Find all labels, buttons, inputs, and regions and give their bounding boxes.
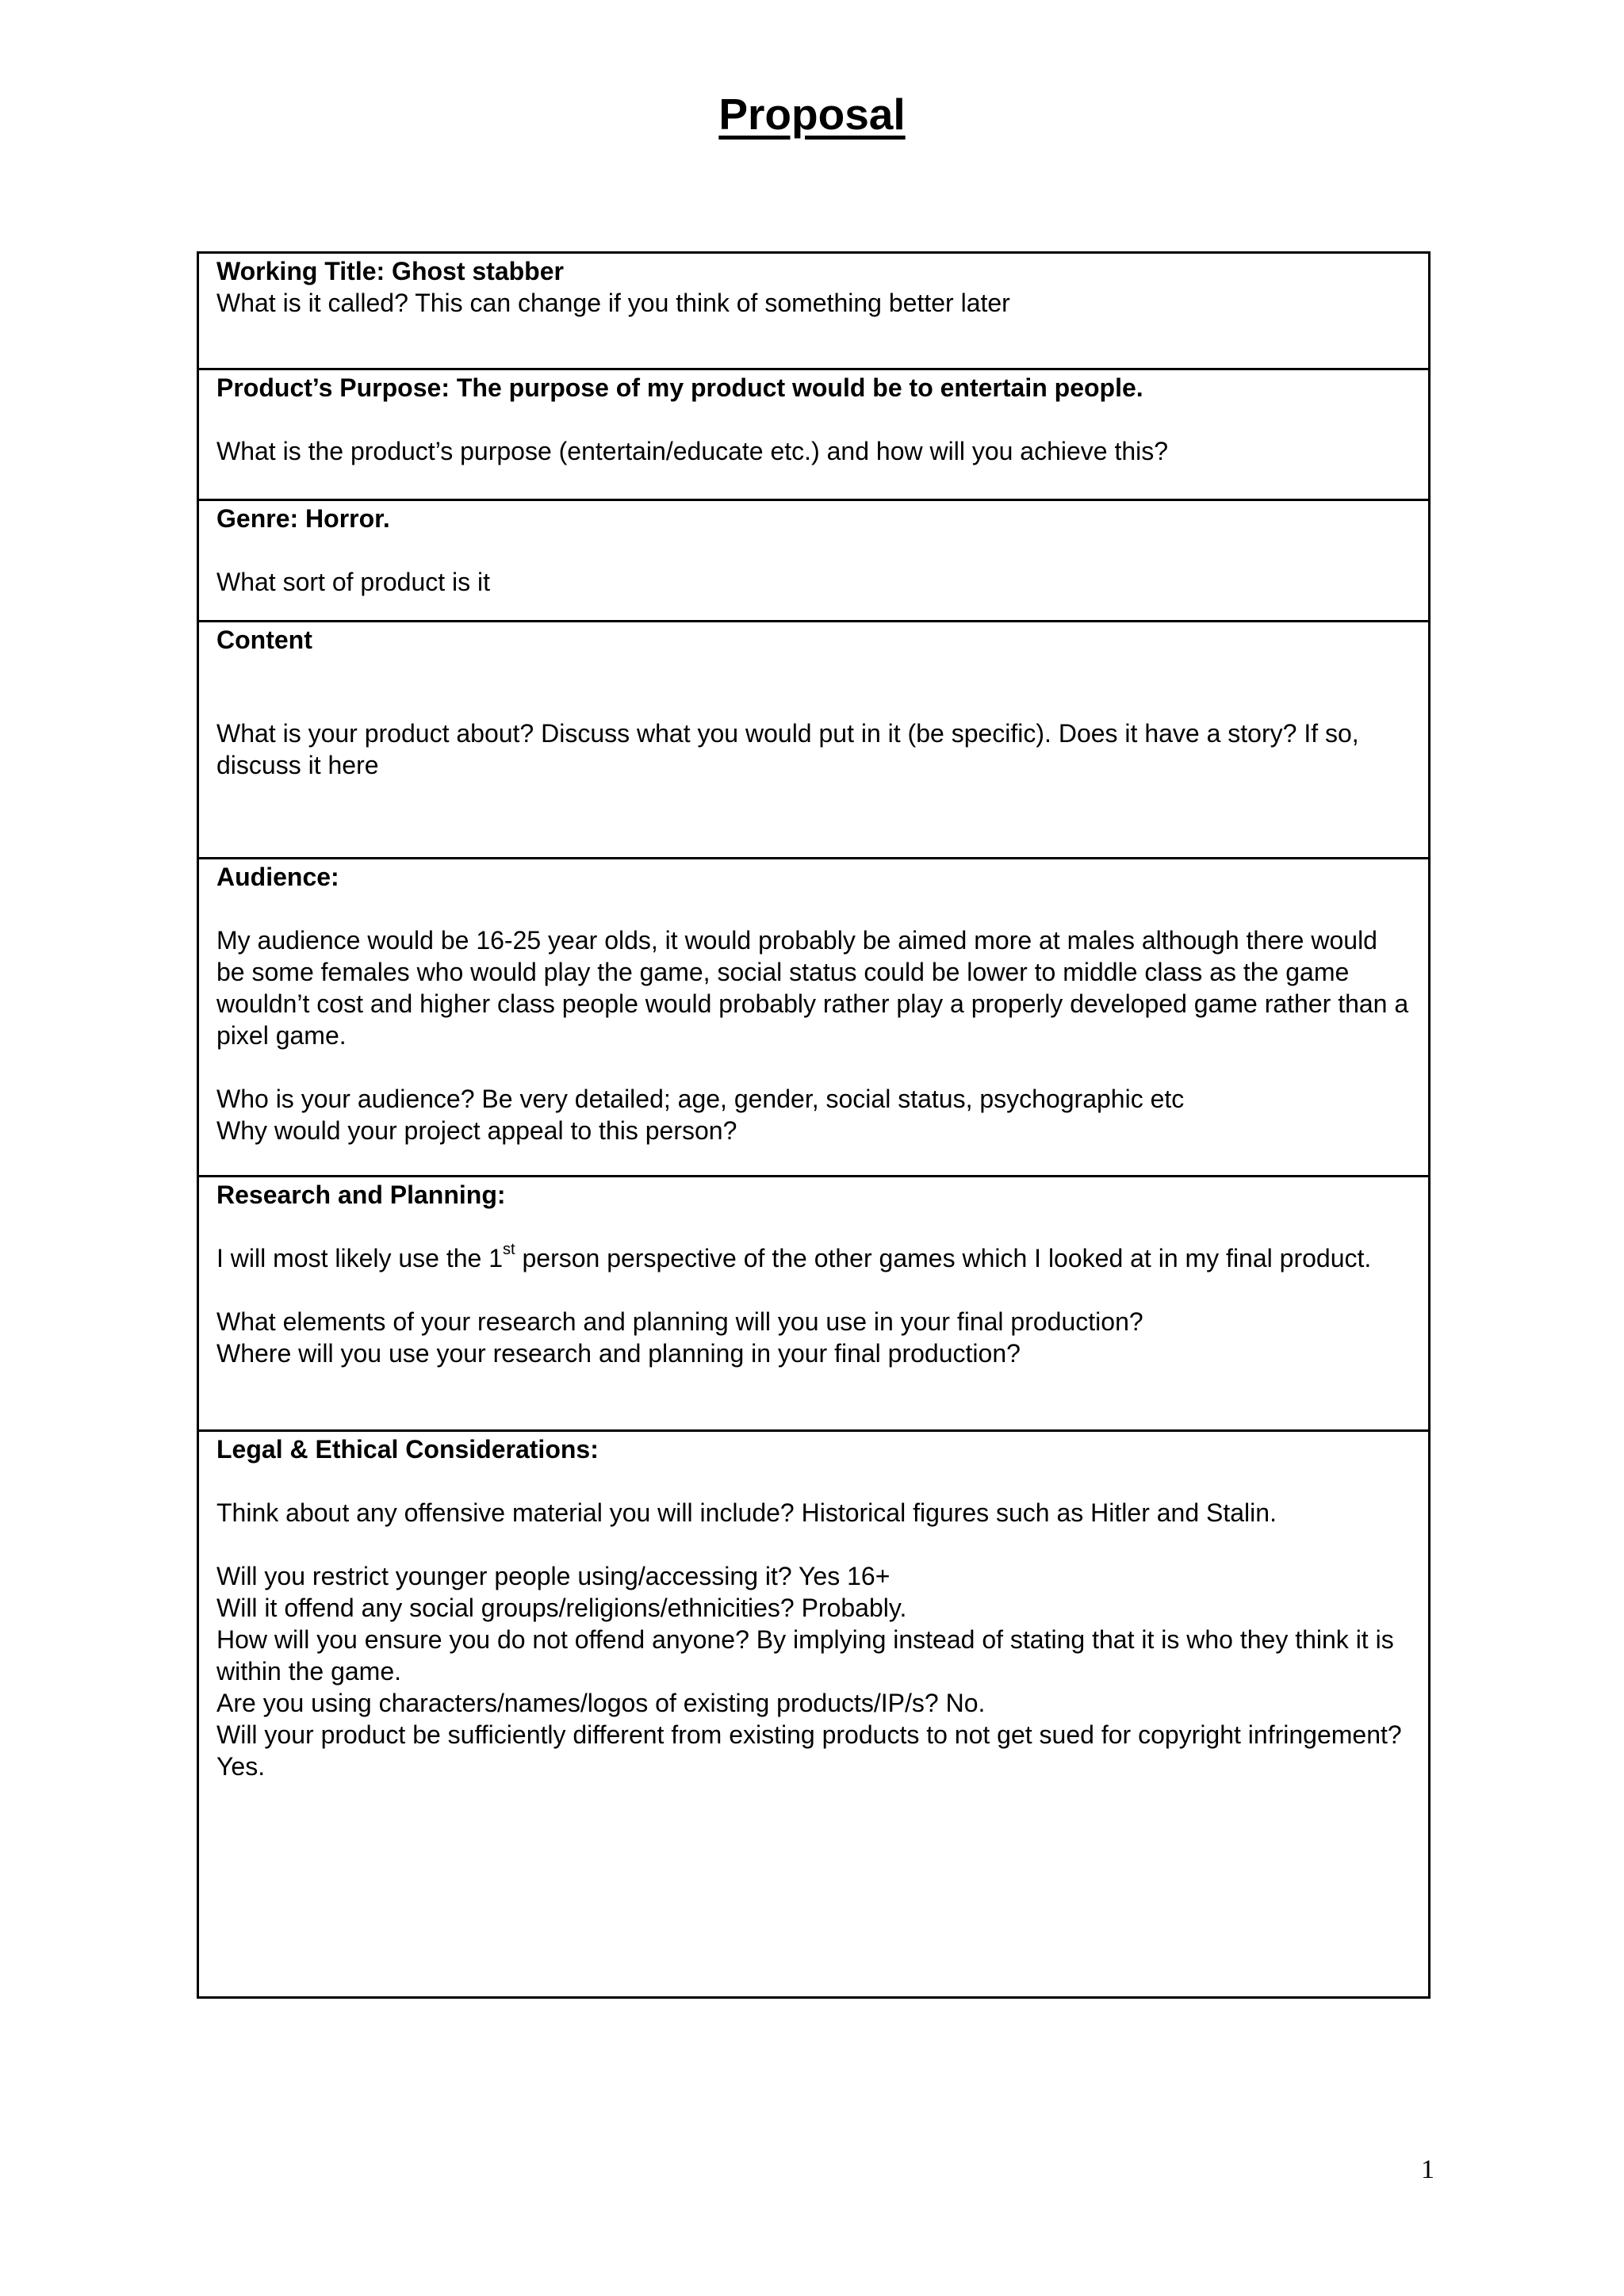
page-title: Proposal [718,90,906,139]
genre-label: Genre: Horror. [216,504,390,533]
page-number: 1 [1421,2155,1434,2184]
section-working-title [198,253,1430,369]
content-label: Content [216,626,312,654]
working-title-label: Working Title: Ghost stabber [216,257,564,285]
research-answer-ordinal: st [503,1241,515,1258]
content-prompt: What is your product about? Discuss what you would put in it (be specific). Does it have a story? If so, discuss it here [216,719,1359,779]
legal-existing-ip: Are you using characters/names/logos of existing products/IP/s? No. [216,1689,986,1717]
legal-ensure-not-offend: How will you ensure you do not offend anyone? By implying instead of stating that it is who they think it is within the game. [216,1625,1394,1686]
section-audience [198,859,1430,1177]
section-genre [198,500,1430,622]
purpose-prompt: What is the product’s purpose (entertain/educate etc.) and how will you achieve this? [216,437,1169,465]
audience-label: Audience: [216,863,339,891]
section-legal [198,1431,1430,1998]
legal-copyright: Will your product be sufficiently different from existing products to not get sued for copyright infringement? Yes. [216,1720,1402,1781]
working-title-prompt: What is it called? This can change if you think of something better later [216,289,1010,317]
section-content [198,622,1430,859]
legal-offend-groups: Will it offend any social groups/religions/ethnicities? Probably. [216,1594,907,1622]
audience-prompt-who: Who is your audience? Be very detailed; age, gender, social status, psychographic etc [216,1085,1185,1113]
research-prompt-where: Where will you use your research and planning in your final production? [216,1339,1021,1368]
proposal-form [197,251,1431,1999]
research-answer-start: I will most likely use the 1 [216,1244,504,1272]
purpose-label: Product’s Purpose: The purpose of my product would be to entertain people. [216,373,1143,402]
research-prompt-elements: What elements of your research and planning will you use in your final production? [216,1307,1143,1336]
legal-label: Legal & Ethical Considerations: [216,1435,599,1464]
research-label: Research and Planning: [216,1181,506,1209]
research-answer [216,1242,1409,1274]
genre-prompt: What sort of product is it [216,568,491,596]
legal-offensive-material: Think about any offensive material you will include? Historical figures such as Hitler and Stalin. [216,1498,1277,1527]
research-answer-end: person perspective of the other games which I looked at in my final product. [515,1244,1372,1272]
section-purpose [198,369,1430,500]
legal-restrict-younger: Will you restrict younger people using/accessing it? Yes 16+ [216,1562,891,1590]
audience-answer: My audience would be 16-25 year olds, it would probably be aimed more at males although there would be some females who would play the game, social status could be lower to middle class as the game wouldn’t cost and higher class people would probably rather play a properly developed game rather than a pixel game. [216,926,1409,1050]
audience-prompt-why: Why would your project appeal to this person? [216,1116,737,1145]
section-research [198,1177,1430,1431]
